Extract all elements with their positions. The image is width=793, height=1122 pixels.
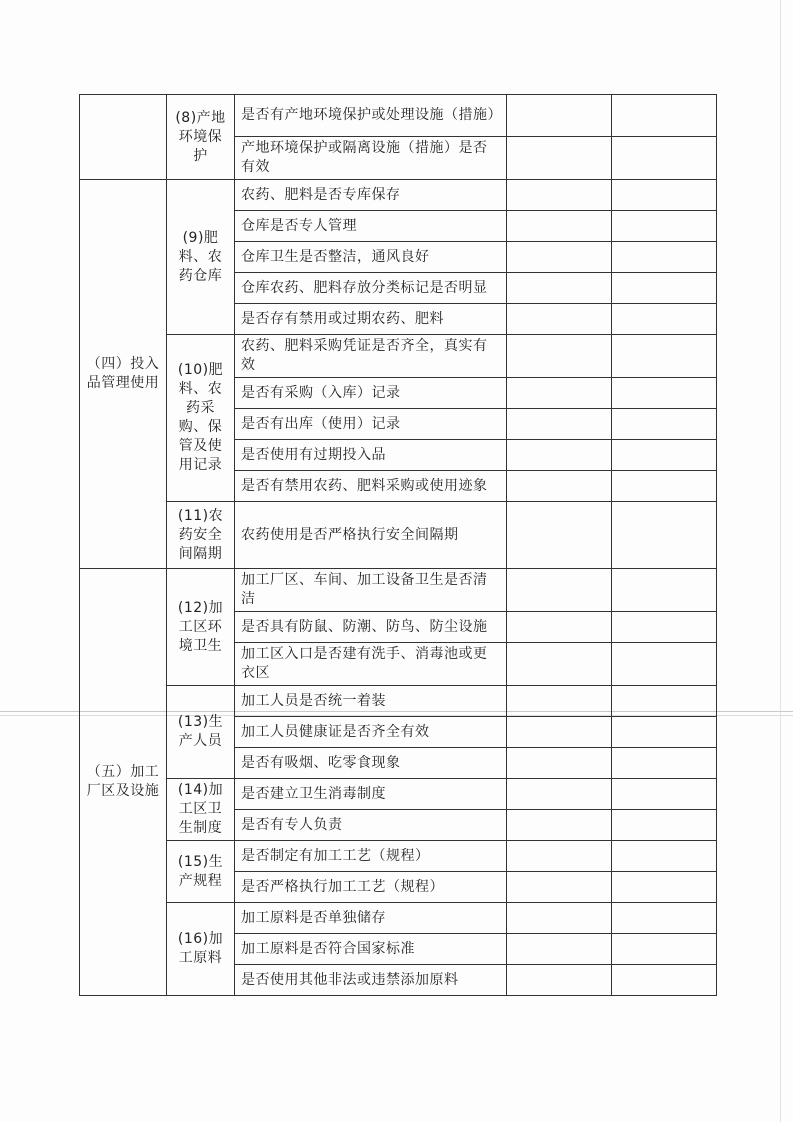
result-cell[interactable] (507, 686, 612, 717)
remark-cell[interactable] (612, 471, 717, 502)
check-item-cell: 是否具有防鼠、防潮、防鸟、防尘设施 (235, 612, 507, 643)
check-item-cell: 农药使用是否严格执行安全间隔期 (235, 502, 507, 569)
result-cell[interactable] (507, 810, 612, 841)
table-row (80, 841, 717, 872)
remark-cell[interactable] (612, 810, 717, 841)
check-item-cell: 是否严格执行加工工艺（规程） (235, 872, 507, 903)
remark-cell[interactable] (612, 965, 717, 996)
subgroup-cell: (11)农药安全间隔期 (167, 502, 235, 569)
result-cell[interactable] (507, 242, 612, 273)
remark-cell[interactable] (612, 717, 717, 748)
check-item-cell: 加工原料是否单独储存 (235, 903, 507, 934)
remark-cell[interactable] (612, 95, 717, 137)
remark-cell[interactable] (612, 211, 717, 242)
check-item-cell: 是否有产地环境保护或处理设施（措施） (235, 95, 507, 137)
scan-edge (780, 0, 781, 1122)
remark-cell[interactable] (612, 502, 717, 569)
table-row (80, 686, 717, 717)
remark-cell[interactable] (612, 686, 717, 717)
subgroup-cell: (13)生产人员 (167, 686, 235, 779)
result-cell[interactable] (507, 872, 612, 903)
check-item-cell: 是否使用其他非法或违禁添加原料 (235, 965, 507, 996)
result-cell[interactable] (507, 569, 612, 612)
result-cell[interactable] (507, 273, 612, 304)
remark-cell[interactable] (612, 440, 717, 471)
check-item-cell: 加工区入口是否建有洗手、消毒池或更衣区 (235, 643, 507, 686)
check-item-cell: 是否建立卫生消毒制度 (235, 779, 507, 810)
subgroup-cell: (8)产地环境保护 (167, 95, 235, 180)
result-cell[interactable] (507, 717, 612, 748)
remark-cell[interactable] (612, 643, 717, 686)
subgroup-cell: (14)加工区卫生制度 (167, 779, 235, 841)
result-cell[interactable] (507, 95, 612, 137)
category-cell: （四）投入品管理使用 (80, 180, 167, 569)
remark-cell[interactable] (612, 903, 717, 934)
subgroup-cell: (10)肥料、农药采购、保管及使用记录 (167, 335, 235, 502)
result-cell[interactable] (507, 502, 612, 569)
check-item-cell: 加工人员健康证是否齐全有效 (235, 717, 507, 748)
inspection-checklist-table (79, 94, 717, 996)
result-cell[interactable] (507, 180, 612, 211)
table-row (80, 903, 717, 934)
check-item-cell: 农药、肥料采购凭证是否齐全，真实有效 (235, 335, 507, 378)
remark-cell[interactable] (612, 242, 717, 273)
result-cell[interactable] (507, 934, 612, 965)
result-cell[interactable] (507, 965, 612, 996)
result-cell[interactable] (507, 137, 612, 180)
remark-cell[interactable] (612, 748, 717, 779)
check-item-cell: 是否有吸烟、吃零食现象 (235, 748, 507, 779)
check-item-cell: 是否制定有加工工艺（规程） (235, 841, 507, 872)
check-item-cell: 是否存有禁用或过期农药、肥料 (235, 304, 507, 335)
category-cell: （五）加工厂区及设施 (80, 569, 167, 996)
subgroup-cell: (16)加工原料 (167, 903, 235, 996)
check-item-cell: 加工原料是否符合国家标准 (235, 934, 507, 965)
table-row (80, 335, 717, 378)
result-cell[interactable] (507, 440, 612, 471)
check-item-cell: 是否有专人负责 (235, 810, 507, 841)
check-item-cell: 是否使用有过期投入品 (235, 440, 507, 471)
remark-cell[interactable] (612, 409, 717, 440)
result-cell[interactable] (507, 378, 612, 409)
remark-cell[interactable] (612, 273, 717, 304)
check-item-cell: 产地环境保护或隔离设施（措施）是否有效 (235, 137, 507, 180)
remark-cell[interactable] (612, 934, 717, 965)
subgroup-cell: (15)生产规程 (167, 841, 235, 903)
table-row (80, 95, 717, 137)
check-item-cell: 是否有禁用农药、肥料采购或使用迹象 (235, 471, 507, 502)
remark-cell[interactable] (612, 569, 717, 612)
result-cell[interactable] (507, 903, 612, 934)
category-cell (80, 95, 167, 180)
table-row (80, 180, 717, 211)
check-item-cell: 是否有出库（使用）记录 (235, 409, 507, 440)
check-item-cell: 仓库农药、肥料存放分类标记是否明显 (235, 273, 507, 304)
result-cell[interactable] (507, 471, 612, 502)
check-item-cell: 加工人员是否统一着装 (235, 686, 507, 717)
remark-cell[interactable] (612, 304, 717, 335)
remark-cell[interactable] (612, 612, 717, 643)
check-item-cell: 农药、肥料是否专库保存 (235, 180, 507, 211)
table-row (80, 502, 717, 569)
check-item-cell: 加工厂区、车间、加工设备卫生是否清洁 (235, 569, 507, 612)
result-cell[interactable] (507, 779, 612, 810)
check-item-cell: 仓库是否专人管理 (235, 211, 507, 242)
result-cell[interactable] (507, 304, 612, 335)
result-cell[interactable] (507, 841, 612, 872)
remark-cell[interactable] (612, 137, 717, 180)
remark-cell[interactable] (612, 335, 717, 378)
table-row (80, 779, 717, 810)
remark-cell[interactable] (612, 841, 717, 872)
remark-cell[interactable] (612, 378, 717, 409)
result-cell[interactable] (507, 211, 612, 242)
subgroup-cell: (9)肥料、农药仓库 (167, 180, 235, 335)
result-cell[interactable] (507, 612, 612, 643)
remark-cell[interactable] (612, 180, 717, 211)
result-cell[interactable] (507, 748, 612, 779)
check-item-cell: 是否有采购（入库）记录 (235, 378, 507, 409)
check-item-cell: 仓库卫生是否整洁，通风良好 (235, 242, 507, 273)
result-cell[interactable] (507, 335, 612, 378)
subgroup-cell: (12)加工区环境卫生 (167, 569, 235, 686)
remark-cell[interactable] (612, 872, 717, 903)
result-cell[interactable] (507, 409, 612, 440)
remark-cell[interactable] (612, 779, 717, 810)
table-row (80, 569, 717, 612)
result-cell[interactable] (507, 643, 612, 686)
